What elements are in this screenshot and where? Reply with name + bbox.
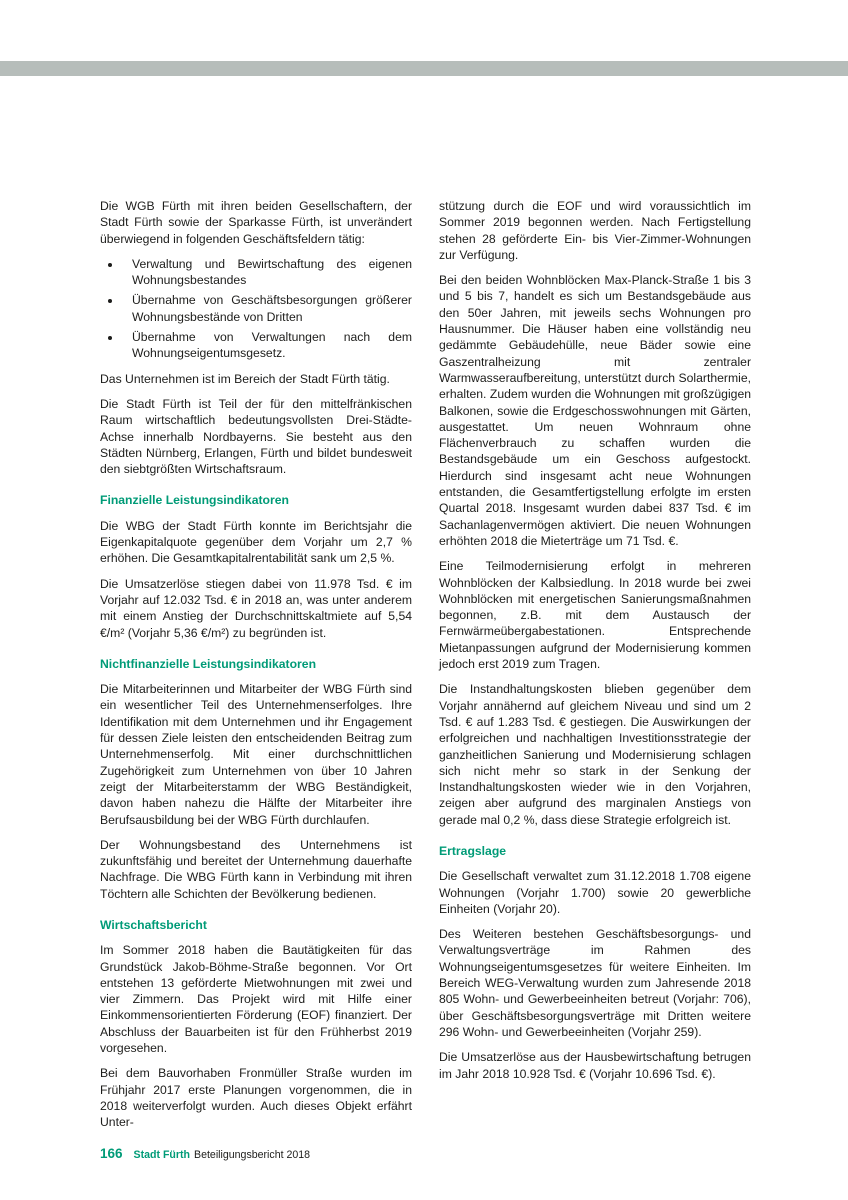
left-column bbox=[100, 198, 412, 1140]
business-fields-list bbox=[100, 256, 412, 362]
paragraph: Die Umsatzerlöse aus der Hausbewirtschaftung betrugen im Jahr 2018 10.928 Tsd. € (Vorjahr 10.696 Tsd. €). bbox=[439, 1050, 751, 1081]
list-item: • Übernahme von Verwaltungen nach dem Wohnungseigentumsgesetz. bbox=[122, 329, 412, 362]
paragraph-intro: Die WGB Fürth mit ihren beiden Gesellschaftern, der Stadt Fürth sowie der Sparkasse Fürth, ist unverändert überwiegend in folgenden Geschäftsfeldern tätig: bbox=[100, 199, 412, 246]
paragraph: Die Umsatzerlöse stiegen dabei von 11.978 Tsd. € im Vorjahr auf 12.032 Tsd. € in 2018 an, was unter anderem mit einem Anstieg der Durchschnittskaltmiete auf 5,54 €/m² (Vorjahr 5,36 €/m²) zu begründen ist. bbox=[100, 576, 412, 640]
paragraph: Die Mitarbeiterinnen und Mitarbeiter der WBG Fürth sind ein wesentlicher Teil des Unternehmenserfolges. Ihre Identifikation mit dem Unternehmen und ihr Engagement für dessen Ziele leisten den entscheidenden Beitrag zum Unternehmenserfolg. Mit einer durchschnittlichen Zugehörigkeit zum Unternehmen von über 10 Jahren zeigt der Mitarbeiterstamm der WBG Beständigkeit, davon haben nahezu die Hälfte der Mitarbeiter ihre Berufsausbildung bei der WBG Fürth durchlaufen. bbox=[100, 682, 412, 827]
paragraph: Die WBG der Stadt Fürth konnte im Berichtsjahr die Eigenkapitalquote gegenüber dem Vorjahr um 2,7 % erhöhen. Die Gesamtkapitalrentabilität sank um 2,5 %. bbox=[100, 518, 412, 566]
paragraph: Im Sommer 2018 haben die Bautätigkeiten für das Grundstück Jakob-Böhme-Straße begonnen. Vor Ort entstehen 13 geförderte Mietwohnungen mit zwei und vier Zimmern. Das Projekt wird mit Hilfe einer Einkommensorientierten Förderung (EOF) finanziert. Der Abschluss der Bauarbeiten ist für den Frühherbst 2019 vorgesehen. bbox=[100, 943, 412, 1056]
right-column bbox=[439, 198, 751, 1140]
section-heading-financial-indicators: Finanzielle Leistungsindikatoren bbox=[100, 493, 289, 508]
footer-brand: Stadt Fürth bbox=[133, 1149, 191, 1161]
page-footer bbox=[100, 1146, 310, 1161]
paragraph: Eine Teilmodernisierung erfolgt in mehreren Wohnblöcken der Kalbsiedlung. In 2018 wurde bei zwei Wohnblöcken mit energetischen Sanierungsmaßnahmen begonnen, z.B. mit dem Austausch der Fernwärmeübergabestationen. Entsprechende Mietanpassungen aufgrund der Modernisierung kommen jedoch erst 2019 zum Tragen. bbox=[439, 559, 751, 672]
paragraph: Das Unternehmen ist im Bereich der Stadt Fürth tätig. bbox=[100, 371, 390, 386]
list-item: • Verwaltung und Bewirtschaftung des eigenen Wohnungsbestandes bbox=[122, 256, 412, 289]
paragraph: Die Gesellschaft verwaltet zum 31.12.2018 1.708 eigene Wohnungen (Vorjahr 1.700) sowie 20 gewerbliche Einheiten (Vorjahr 20). bbox=[439, 869, 751, 916]
section-heading-nonfinancial-indicators: Nichtfinanzielle Leistungsindikatoren bbox=[100, 656, 317, 671]
paragraph: Die Stadt Fürth ist Teil der für den mittelfränkischen Raum wirtschaftlich bedeutungsvollsten Drei-Städte-Achse innerhalb Nordbayerns. Sie besteht aus den Städten Nürnberg, Erlangen, Fürth und bildet bundesweit den siebtgrößten Wirtschaftsraum. bbox=[100, 396, 412, 477]
header-divider-bar bbox=[0, 61, 848, 76]
page-number: 166 bbox=[100, 1146, 123, 1161]
paragraph: stützung durch die EOF und wird voraussichtlich im Sommer 2019 begonnen werden. Nach Fertigstellung stehen 28 geförderte Ein- bis Vier-Zimmer-Wohnungen zur Verfügung. bbox=[439, 199, 751, 262]
paragraph: Bei den beiden Wohnblöcken Max-Planck-Straße 1 bis 3 und 5 bis 7, handelt es sich um Bestandsgebäude aus den 50er Jahren, mit jeweils sechs Wohnungen pro Hausnummer. Die Häuser haben eine vollständig neu gedämmte Gebäudehülle, neue Bäder sowie eine Gaszentralheizung mit zentraler Warmwasseraufbereitung, unterstützt durch Solarthermie, erhalten. Zudem wurden die Wohnungen mit großzügigen Balkonen, sowie die Erdgeschosswohnungen mit Gärten, ausgestattet. Um neuen Wohnraum ohne Flächenverbrauch zu schaffen wurden die Bestandsgebäude um ein Geschoss aufgestockt. Hierdurch sind insgesamt acht neue Wohnungen entstanden, die Gesamtfertigstellung erfolgte im ersten Quartal 2018. Insgesamt wurden dabei 837 Tsd. € im Sachanlagenvermögen aktiviert. Die neuen Wohnungen erhöhten 2018 die Mieterträge um 71 Tsd. €. bbox=[439, 273, 751, 548]
section-heading-wirtschaftsbericht: Wirtschaftsbericht bbox=[100, 917, 207, 932]
two-column-text bbox=[100, 198, 752, 1140]
list-item: • Übernahme von Geschäftsbesorgungen größerer Wohnungsbestände von Dritten bbox=[122, 292, 412, 325]
paragraph: Bei dem Bauvorhaben Fronmüller Straße wurden im Frühjahr 2017 erste Planungen vorgenommen, die in 2018 weiterverfolgt wurden. Auch dieses Objekt erfährt Unter- bbox=[100, 1066, 412, 1130]
paragraph: Der Wohnungsbestand des Unternehmens ist zukunftsfähig und bereitet der Unternehmung dauerhafte Nachfrage. Die WBG Fürth kann in Verbindung mit ihren Töchtern alle Schichten der Bevölkerung bedienen. bbox=[100, 837, 412, 901]
footer-doc-title: Beteiligungsbericht 2018 bbox=[194, 1149, 311, 1161]
section-heading-ertragslage: Ertragslage bbox=[439, 843, 507, 858]
paragraph: Des Weiteren bestehen Geschäftsbesorgungs- und Verwaltungsverträge im Rahmen des Wohnungseigentumsgesetzes für weitere Einheiten. Im Bereich WEG-Verwaltung wurden zum Jahresende 2018 805 Wohn- und Gewerbeeinheiten betreut (Vorjahr: 706), über Geschäftsbesorgungsverträge mit Dritten weitere 296 Wohn- und Gewerbeeinheiten (Vorjahr 259). bbox=[439, 927, 751, 1039]
paragraph: Die Instandhaltungskosten blieben gegenüber dem Vorjahr annähernd auf gleichem Niveau und sind um 2 Tsd. € auf 1.283 Tsd. € gestiegen. Die Auswirkungen der erfolgreichen und nachhaltigen Investitionsstrategie der ganzheitlichen Sanierung und Modernisierung schlagen sich nicht mehr so stark in der Senkung der Instandhaltungskosten wieder wie in den Vorjahren, zeigen aber aufgrund des marginalen Anstiegs von gerade mal 0,2 %, dass diese Strategie erfolgreich ist. bbox=[439, 682, 751, 827]
